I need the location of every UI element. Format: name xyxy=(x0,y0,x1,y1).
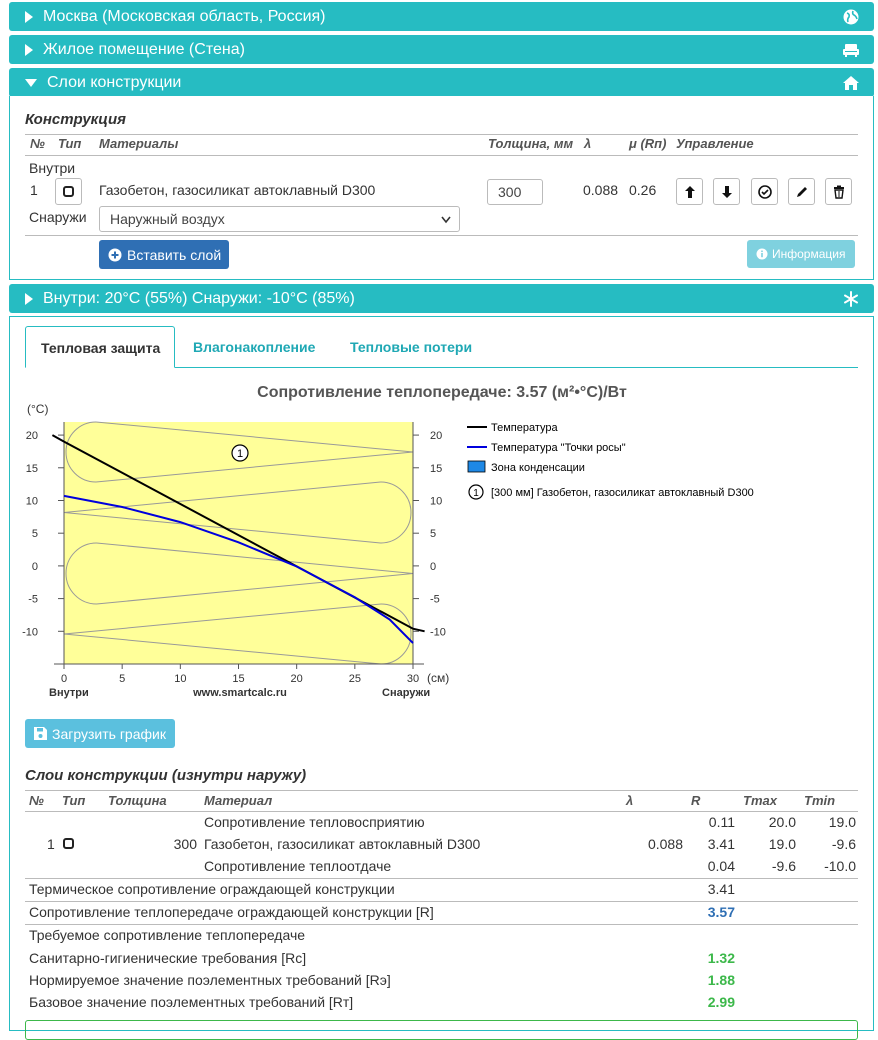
divider xyxy=(25,878,858,879)
x-tick-label: 20 xyxy=(290,673,303,685)
delete-button[interactable] xyxy=(825,178,852,205)
required-value: 2.99 xyxy=(707,994,735,1010)
lt-col-num: № xyxy=(29,793,44,808)
home-icon xyxy=(842,74,860,92)
table-row-thickness: 300 xyxy=(173,836,197,852)
required-label: Нормируемое значение поэлементных требований [Rэ] xyxy=(29,972,391,988)
x-tick-label: 30 xyxy=(406,673,420,685)
x-tick-label: 15 xyxy=(232,673,245,685)
required-label: Санитарно-гигиенические требования [Rс] xyxy=(29,950,307,966)
download-chart-label: Загрузить график xyxy=(52,725,166,742)
check-circle-icon xyxy=(757,184,773,200)
save-icon xyxy=(34,727,47,740)
info-icon xyxy=(756,248,768,260)
tab-label: Влагонакопление xyxy=(193,339,316,355)
table-row-r: 0.11 xyxy=(708,814,735,830)
expand-icon xyxy=(25,11,33,23)
legend-condensation: Зона конденсации xyxy=(491,462,585,474)
chart-title: Сопротивление теплопередаче: 3.57 (м²•°С)/Вт xyxy=(257,384,627,401)
construction-title: Конструкция xyxy=(25,111,126,128)
results-panel xyxy=(9,316,874,1031)
lt-col-thickness: Толщина xyxy=(108,793,167,808)
check-button[interactable] xyxy=(751,178,778,205)
square-icon xyxy=(63,838,74,849)
table-row-tmax: 19.0 xyxy=(768,836,796,852)
legend-dew: Температура "Точки росы" xyxy=(491,442,626,454)
square-icon xyxy=(63,186,74,197)
table-row-material: Сопротивление теплоотдаче xyxy=(204,858,392,874)
legend-layer: [300 мм] Газобетон, газосиликат автоклавный D300 xyxy=(491,487,754,499)
y-tick-label-right: 5 xyxy=(430,528,437,541)
construction-panel xyxy=(9,96,874,280)
info-button[interactable] xyxy=(747,240,855,268)
tab-moisture[interactable] xyxy=(178,326,328,368)
lt-col-r: R xyxy=(691,793,701,808)
x-tick-label: 25 xyxy=(348,673,361,685)
heat-transfer-label: Сопротивление теплопередаче ограждающей конструкции [R] xyxy=(29,904,434,920)
x-tick-label: 0 xyxy=(60,673,68,685)
insert-layer-label: Вставить слой xyxy=(127,246,222,263)
table-row-material: Газобетон, газосиликат автоклавный D300 xyxy=(204,836,481,852)
lt-col-tmin: Tmin xyxy=(804,793,836,808)
table-row-tmax: -9.6 xyxy=(771,858,796,874)
arrow-up-icon xyxy=(683,185,697,199)
divider xyxy=(25,235,858,236)
chart-legend xyxy=(467,422,754,499)
tab-label: Тепловая защита xyxy=(41,340,161,356)
expand-icon xyxy=(25,293,33,305)
col-control: Управление xyxy=(676,136,754,151)
layer-type-button[interactable] xyxy=(55,178,82,205)
table-row-tmax: 20.0 xyxy=(768,814,796,830)
move-up-button[interactable] xyxy=(676,178,703,205)
inside-bottom-label: Внутри xyxy=(49,687,89,699)
lt-col-tmax: Tmax xyxy=(743,793,777,808)
globe-icon xyxy=(842,8,860,26)
collapse-icon xyxy=(25,79,37,87)
y-tick-label-right: 0 xyxy=(430,560,437,573)
table-row-tmin: 19.0 xyxy=(828,814,856,830)
row-lambda: 0.088 xyxy=(583,182,619,198)
y-tick-label-left: 20 xyxy=(25,430,38,443)
outside-select-value: Наружный воздух xyxy=(110,211,225,227)
x-axis-label: (см) xyxy=(427,671,450,685)
conditions-label: Внутри: 20°C (55%) Снаружи: -10°C (85%) xyxy=(43,289,355,307)
room-label: Жилое помещение (Стена) xyxy=(43,40,245,58)
y-tick-label-right: 20 xyxy=(430,430,443,443)
insert-layer-button[interactable] xyxy=(99,240,229,269)
table-row-tmin: -9.6 xyxy=(831,836,856,852)
layer-marker-label: 1 xyxy=(236,448,244,460)
lt-col-type: Тип xyxy=(62,793,86,808)
table-row-material: Сопротивление тепловосприятию xyxy=(204,814,425,830)
inside-label: Внутри xyxy=(29,160,76,176)
divider xyxy=(25,134,858,135)
move-down-button[interactable] xyxy=(713,178,740,205)
site-label: www.smartcalc.ru xyxy=(193,687,287,699)
heat-transfer-value: 3.57 xyxy=(707,904,735,920)
table-row-r: 0.04 xyxy=(707,858,735,874)
y-tick-label-left: 10 xyxy=(25,495,38,508)
location-label: Москва (Московская область, Россия) xyxy=(43,7,326,25)
thermal-chart xyxy=(10,375,873,705)
lt-col-lambda: λ xyxy=(626,793,634,808)
snowflake-icon xyxy=(842,290,860,308)
required-value: 1.88 xyxy=(707,972,735,988)
info-label: Информация xyxy=(772,247,846,261)
outside-select[interactable] xyxy=(99,206,460,232)
col-num: № xyxy=(30,136,45,151)
y-tick-label-right: -5 xyxy=(430,593,440,606)
arrow-down-icon xyxy=(720,185,734,199)
layers-bar[interactable] xyxy=(9,68,874,97)
edit-button[interactable] xyxy=(788,178,815,205)
required-value: 1.32 xyxy=(707,950,735,966)
layers-label: Слои конструкции xyxy=(47,73,182,91)
divider xyxy=(25,790,858,791)
tab-label: Тепловые потери xyxy=(350,339,473,355)
pencil-icon xyxy=(795,185,809,199)
y-tick-label-left: 5 xyxy=(31,528,38,541)
col-lambda: λ xyxy=(584,136,592,151)
expand-icon xyxy=(25,44,33,56)
row-num: 1 xyxy=(30,182,38,198)
thermal-resistance-label: Термическое сопротивление ограждающей конструкции xyxy=(29,881,395,897)
y-tick-label-left: 0 xyxy=(31,560,38,573)
y-tick-label-left: -10 xyxy=(22,626,38,639)
thermal-resistance-value: 3.41 xyxy=(707,881,735,897)
download-chart-button[interactable] xyxy=(25,719,175,748)
lt-col-material: Материал xyxy=(204,793,273,808)
y-tick-label-right: -10 xyxy=(430,626,446,639)
divider xyxy=(25,155,858,156)
y-tick-label-right: 10 xyxy=(430,495,443,508)
outside-label: Снаружи xyxy=(29,209,87,225)
y-tick-label-left: -5 xyxy=(28,593,38,606)
col-mu: μ (Rп) xyxy=(629,136,667,151)
trash-icon xyxy=(832,185,846,199)
col-materials: Материалы xyxy=(99,136,179,151)
sofa-icon xyxy=(842,41,860,59)
col-thickness: Толщина, мм xyxy=(488,136,574,151)
location-bar[interactable] xyxy=(9,2,874,31)
conditions-bar[interactable] xyxy=(9,284,874,313)
y-tick-label-left: 15 xyxy=(25,462,38,475)
layers-table-title: Слои конструкции (изнутри наружу) xyxy=(25,767,307,784)
tab-thermal-protection[interactable] xyxy=(25,326,175,368)
divider xyxy=(25,924,858,925)
table-row-tmin: -10.0 xyxy=(824,858,856,874)
legend-layer-num: 1 xyxy=(473,488,479,499)
tab-heat-loss[interactable] xyxy=(335,326,485,368)
row-mu: 0.26 xyxy=(629,182,657,198)
y-axis-label: (°С) xyxy=(27,402,49,416)
required-label: Базовое значение поэлементных требований [Rт] xyxy=(29,994,354,1010)
plus-circle-icon xyxy=(108,248,122,262)
row-material[interactable]: Газобетон, газосиликат автоклавный D300 xyxy=(99,182,376,198)
col-type: Тип xyxy=(58,136,82,151)
divider xyxy=(25,811,858,812)
room-bar[interactable] xyxy=(9,35,874,64)
table-row-num: 1 xyxy=(47,836,55,852)
y-tick-label-right: 15 xyxy=(430,462,443,475)
legend-temp: Температура xyxy=(491,422,558,434)
x-tick-label: 5 xyxy=(119,673,126,685)
divider xyxy=(25,901,858,902)
required-title: Требуемое сопротивление теплопередаче xyxy=(29,927,306,943)
thickness-input[interactable]: 300 xyxy=(487,179,543,205)
x-tick-label: 10 xyxy=(174,673,187,685)
outside-bottom-label: Снаружи xyxy=(382,687,431,699)
table-row-r: 3.41 xyxy=(707,836,735,852)
chevron-down-icon xyxy=(441,216,451,224)
result-box xyxy=(25,1020,858,1040)
table-row-lambda: 0.088 xyxy=(647,836,683,852)
legend-condensation-swatch xyxy=(468,461,485,472)
